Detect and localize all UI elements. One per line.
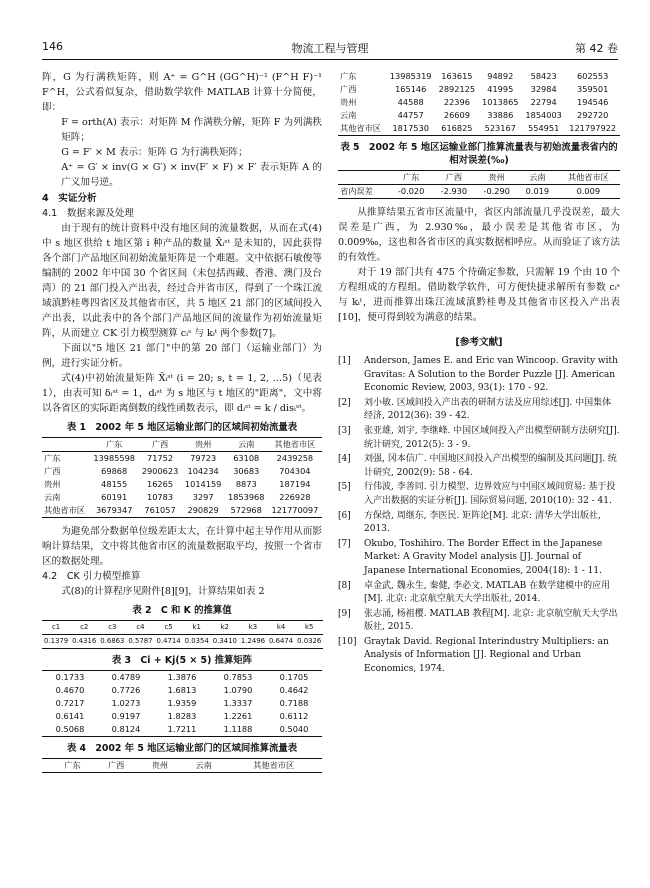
table-cell: 165146 <box>395 84 427 94</box>
table-header-cell: 贵州 <box>475 171 518 185</box>
table-header-cell: 贵州 <box>182 438 225 452</box>
reference-text: Graytak David. Regional Interindustry Multipliers: an Analysis of Information [J]. Regional and Urban Economics, 1974. <box>364 636 609 675</box>
table-cell: 0.7726 <box>111 685 141 695</box>
table-cell: 1.0790 <box>223 685 253 695</box>
table-cell: 13985319 <box>389 71 432 81</box>
reference-number: [2] <box>338 397 351 408</box>
table-cell: 1.9359 <box>167 698 197 708</box>
table-cell: 其他省市区 <box>340 123 381 133</box>
table-cell: 32984 <box>530 84 557 94</box>
table-cell: 290829 <box>187 505 219 515</box>
table-3-caption: 表 3 Ci + Kj(5 × 5) 推算矩阵 <box>111 655 253 666</box>
table-4-header <box>42 758 322 773</box>
reference-text: 刘小敏. 区域间投入产出表的研制方法及应用综述[J]. 中国集体经济, 2012(36): 39 - 42. <box>364 397 612 422</box>
subsection-heading: 4.2 CK 引力模型推算 <box>42 571 141 582</box>
table-cell: 0.6474 <box>269 637 294 645</box>
subsection-heading: 4.1 数据来源及处理 <box>42 208 135 219</box>
reference-number: [8] <box>338 580 351 591</box>
table-cell: 16265 <box>147 479 174 489</box>
reference-text: 刘强, 冈本信广. 中国地区间投入产出模型的编制及其问题[J]. 统计研究, 2002(9): 58 - 64. <box>364 454 617 478</box>
reference-text: 行伟波, 李善同. 引力模型、边界效应与中国区域间贸易: 基于投入产出数据的实证分析[J]. 国际贸易问题, 2010(10): 32 - 41. <box>364 482 616 506</box>
table-cell: 0.7217 <box>55 698 85 708</box>
table-row <box>42 465 322 478</box>
table-cell: 3679347 <box>95 505 133 515</box>
table-cell: 1014159 <box>184 479 222 489</box>
paragraph: 阵，G 为行满秩矩阵，则 A⁺ = G^H (GG^H)⁻¹ (F^H F)⁻¹ F^H，公式看似复杂，借助数学软件 MATLAB 计算十分简便，即： <box>42 72 322 113</box>
reference-text: Okubo, Toshihiro. The Border Effect in the Japanese Market: A Gravity Model analysis [J]. Journal of Japanese International Economies, 2004(18): 1 - 11. <box>364 538 603 576</box>
reference-item <box>338 580 620 607</box>
paragraph: 为避免部分数据单位级差距太大，在计算中起主导作用从而影响计算结果，文中将其他省市区的流量数据取平均，按照一个省市区的数据处理。 <box>42 526 322 567</box>
table-4-caption: 表 4 2002 年 5 地区运输业部门的区域间推算流量表 <box>66 743 298 754</box>
formula-line: F = orth(A) 表示：对矩阵 M 作满秩分解，矩阵 F 为列满秩矩阵； <box>61 117 322 143</box>
reference-number: [3] <box>338 425 351 436</box>
table-header-cell: 其他省市区 <box>226 759 322 773</box>
table-header-cell: 其他省市区 <box>557 171 620 185</box>
table-cell: 79723 <box>190 453 217 463</box>
table-cell: 其他省市区 <box>44 505 85 515</box>
table-header-cell: 云南 <box>518 171 557 185</box>
table-header-cell: k5 <box>295 621 323 635</box>
table-header-cell: c5 <box>155 621 183 635</box>
table-row <box>42 710 322 723</box>
table-cell: 22794 <box>530 97 557 107</box>
table-cell: 1.6813 <box>167 685 197 695</box>
table-cell: 贵州 <box>44 479 61 489</box>
table-cell: 2900623 <box>141 466 179 476</box>
table-cell: -2.930 <box>440 186 468 196</box>
table-cell: 8873 <box>235 479 257 489</box>
table-5-caption: 表 5 2002 年 5 地区运输业部门推算流量表与初始流量表省内的相对误差(‰) <box>340 142 618 166</box>
reference-number: [6] <box>338 510 351 521</box>
table-2 <box>42 620 323 649</box>
table-cell: 0.5068 <box>55 724 85 734</box>
paragraph: 式(4)中初始流量矩阵 X̄ᵢˢᵗ (i = 20; s, t = 1, 2, …5)（见表1），由表可知 δᵢˢᵗ = 1，dᵢˢᵗ 为 s 地区与 t 地区的"距离"，文中将以各省区的实际距离倒数的线性函数表示，即 dᵢˢᵗ = k / disᵢˢᵗ。 <box>42 373 322 414</box>
table-cell: 贵州 <box>340 97 357 107</box>
table-cell: 44588 <box>397 97 424 107</box>
table-cell: 69868 <box>101 466 128 476</box>
table-1 <box>42 437 322 518</box>
reference-text: 方保焓, 周继东, 李医民. 矩阵论[M]. 北京: 清华大学出版社, 2013. <box>364 510 601 535</box>
paragraph: 式(8)的计算程序见附件[8][9]，计算结果如表 2 <box>61 586 265 597</box>
table-cell: 1.0273 <box>111 698 141 708</box>
table-cell: 0.6141 <box>55 711 85 721</box>
table-row <box>42 684 322 697</box>
table-header-cell: c4 <box>126 621 154 635</box>
table-1-caption: 表 1 2002 年 5 地区运输业部门的区域间初始流量表 <box>66 422 298 433</box>
table-cell: 0.009 <box>576 186 601 196</box>
table-cell: 194546 <box>577 97 609 107</box>
table-header-cell: 其他省市区 <box>268 438 322 452</box>
table-header-cell: 云南 <box>182 759 226 773</box>
table-row <box>338 122 620 136</box>
table-header-cell: k3 <box>239 621 267 635</box>
table-cell: 1817530 <box>392 123 429 133</box>
table-cell: 1.3337 <box>223 698 253 708</box>
reference-number: [5] <box>338 482 351 493</box>
formula-line: G = F′ × M 表示：矩阵 G 为行满秩矩阵； <box>61 147 248 158</box>
reference-item <box>338 510 620 537</box>
table-cell: 602553 <box>577 71 609 81</box>
reference-number: [1] <box>338 356 351 366</box>
table-cell: 0.7853 <box>223 672 253 682</box>
table-cell: 1.3876 <box>167 672 197 682</box>
reference-text: 张亚雄, 刘宇, 李继峰. 中国区域间投入产出模型研制方法研究[J]. 统计研究, 2012(5): 3 - 9. <box>364 425 620 450</box>
table-header-cell: c1 <box>42 621 70 635</box>
reference-number: [7] <box>338 538 351 549</box>
table-cell: 48155 <box>101 479 128 489</box>
reference-number: [10] <box>338 636 357 647</box>
table-header-cell: 贵州 <box>138 759 182 773</box>
table-cell: -0.020 <box>397 186 425 196</box>
table-cell: 0.0326 <box>297 637 322 645</box>
right-column <box>338 70 620 678</box>
table-cell: 云南 <box>44 492 61 502</box>
table-2-caption: 表 2 C 和 K 的推算值 <box>132 605 232 616</box>
table-cell: 523167 <box>484 123 516 133</box>
table-cell: 2892125 <box>438 84 476 94</box>
table-header-cell: 云南 <box>225 438 268 452</box>
page-number: 146 <box>42 40 63 53</box>
journal-title: 物流工程与管理 <box>291 42 369 55</box>
table-row <box>42 723 322 737</box>
table-cell: 0.4642 <box>279 685 309 695</box>
table-row <box>338 83 620 96</box>
table-cell: 22396 <box>443 97 470 107</box>
reference-item <box>338 355 620 396</box>
table-cell: 广东 <box>44 453 61 463</box>
table-4-body <box>338 70 620 136</box>
table-cell: 1.1188 <box>223 724 253 734</box>
table-cell: 云南 <box>340 110 357 120</box>
table-header-cell: k1 <box>183 621 211 635</box>
table-cell: 0.1705 <box>279 672 309 682</box>
table-cell: 44757 <box>397 110 424 120</box>
table-cell: 0.9197 <box>111 711 141 721</box>
table-cell: 26609 <box>443 110 470 120</box>
reference-item <box>338 636 620 677</box>
table-cell: 1853968 <box>228 492 265 502</box>
formula-line: A⁺ = G′ × inv(G × G′) × inv(F′ × F) × F′ 表示矩阵 A 的广义加号逆。 <box>61 162 322 188</box>
table-cell: 104234 <box>187 466 219 476</box>
table-cell: 0.5040 <box>279 724 309 734</box>
table-row <box>338 96 620 109</box>
table-row <box>42 504 322 518</box>
table-cell: 572968 <box>230 505 262 515</box>
table-row <box>42 697 322 710</box>
table-cell: 121770097 <box>271 505 319 515</box>
table-cell: 163615 <box>441 71 473 81</box>
table-cell: 省内误差 <box>340 186 373 196</box>
table-header-cell <box>42 438 90 452</box>
header-rule <box>42 59 618 60</box>
table-cell: 58423 <box>530 71 557 81</box>
table-cell: 0.4316 <box>72 637 97 645</box>
table-cell: 292720 <box>577 110 609 120</box>
table-header-cell: 广西 <box>433 171 476 185</box>
table-cell: 616825 <box>441 123 473 133</box>
table-cell: 60191 <box>101 492 128 502</box>
reference-item <box>338 397 620 424</box>
table-cell: 3297 <box>192 492 214 502</box>
paragraph: 由于现有的统计资料中没有地区间的流量数据，从而在式(4)中 s 地区供给 t 地区第 i 种产品的数量 X̄ᵢˢᵗ 是未知的，因此获得各个部门产品地区间初始流量矩阵是一个难题。文中依据石敏俊等编制的 2002 年中国 30 个省区间（未包括西藏、香港、澳门及台湾）的 21 部门投入产出表，经过合并省市区，得到了一个珠江流域滇黔桂粤四省区及其他省市区，共 5 地区 21 部门的区域间投入产出表，以此表中的各个部门产品地区间的流量作为初始流量矩阵，从而建立 CK 引力模型测算 cᵢˢ 与 kᵢᵗ 两个参数[7]。 <box>42 223 322 339</box>
table-cell: -0.290 <box>483 186 510 196</box>
reference-item <box>338 538 620 579</box>
table-cell: 0.019 <box>525 186 550 196</box>
table-cell: 2439258 <box>276 453 314 463</box>
table-row <box>42 671 322 685</box>
table-header-cell: k2 <box>211 621 239 635</box>
volume-label: 第 42 卷 <box>575 42 618 55</box>
table-cell: 0.8124 <box>111 724 141 734</box>
table-cell: 63108 <box>233 453 260 463</box>
paragraph: 从推算结果五省市区流量中，省区内部流量几乎没误差，最大误差是广西，为 2.930‰，最小误差是其他省市区，为 0.009‰，这也和各省市区的真实数据相呼应。从而验证了该方法的有效性。 <box>338 207 620 263</box>
table-header-cell <box>338 171 390 185</box>
table-cell: 554951 <box>528 123 560 133</box>
table-5 <box>338 170 620 199</box>
table-3 <box>42 670 322 737</box>
left-column <box>42 70 322 773</box>
section-heading: 4 实证分析 <box>42 193 97 204</box>
table-cell: 33886 <box>487 110 514 120</box>
table-cell: 121797922 <box>569 123 617 133</box>
table-cell: 226928 <box>279 492 311 502</box>
table-cell: 187194 <box>279 479 311 489</box>
reference-item <box>338 453 620 480</box>
table-cell: 761057 <box>144 505 176 515</box>
reference-text: Anderson, James E. and Eric van Wincoop. Gravity with Gravitas: A Solution to the Border Puzzle [J]. American Economic Review, 2003, 93(1): 170 - 92. <box>364 356 618 394</box>
table-row <box>338 70 620 83</box>
table-cell: 41995 <box>487 84 514 94</box>
reference-text: 卓金武, 魏永生, 秦健, 李必文. MATLAB 在数学建模中的应用[M]. 北京: 北京航空航天大学出版社, 2014. <box>364 580 611 605</box>
running-header <box>42 40 618 56</box>
table-cell: 0.1379 <box>44 637 69 645</box>
table-header-cell: k4 <box>267 621 295 635</box>
table-cell: 广西 <box>44 466 61 476</box>
table-cell: 0.4714 <box>156 637 181 645</box>
table-cell: 1854003 <box>525 110 562 120</box>
table-cell: 0.3410 <box>212 637 237 645</box>
table-cell: 359501 <box>577 84 609 94</box>
table-cell: 1.2496 <box>240 637 265 645</box>
table-cell: 30683 <box>233 466 260 476</box>
table-header-cell: 广西 <box>94 759 138 773</box>
table-row <box>42 452 322 466</box>
table-cell: 0.4789 <box>111 672 141 682</box>
table-cell: 0.6863 <box>100 637 125 645</box>
paragraph: 下面以"5 地区 21 部门"中的第 20 部门（运输业部门）为例，进行实证分析。 <box>42 343 322 369</box>
table-cell: 广东 <box>340 71 357 81</box>
table-cell: 13985598 <box>93 453 136 463</box>
table-cell: 94892 <box>487 71 514 81</box>
table-cell: 1.7211 <box>167 724 197 734</box>
reference-item <box>338 608 620 635</box>
table-cell: 1013865 <box>482 97 519 107</box>
table-header-cell: 广西 <box>139 438 182 452</box>
reference-item <box>338 425 620 452</box>
table-cell: 0.1733 <box>55 672 85 682</box>
reference-number: [9] <box>338 608 351 619</box>
table-cell: 0.6112 <box>279 711 309 721</box>
table-header-cell <box>42 759 51 773</box>
table-row <box>42 478 322 491</box>
table-cell: 0.0354 <box>184 637 209 645</box>
reference-item <box>338 481 620 508</box>
table-cell: 0.7188 <box>279 698 309 708</box>
table-cell: 1.8283 <box>167 711 197 721</box>
table-row <box>338 109 620 122</box>
table-row <box>42 491 322 504</box>
table-cell: 71752 <box>147 453 174 463</box>
reference-list <box>338 355 620 677</box>
paragraph: 对于 19 部门共有 475 个待确定参数，只需解 19 个由 10 个方程组成的方程组。借助数学软件，可方便快捷求解所有参数 cᵢˢ 与 kᵢᵗ，进而推算出珠江流域滇黔桂粤及其他省市区投入产出表[10]，便可得到较为满意的结果。 <box>338 267 620 323</box>
references-heading: [参考文献] <box>455 337 503 348</box>
table-header-cell: c3 <box>98 621 126 635</box>
table-header-cell: 广东 <box>51 759 95 773</box>
reference-number: [4] <box>338 454 351 465</box>
reference-text: 张志涌, 杨祖樱. MATLAB 教程[M]. 北京: 北京航空航天大学出版社, 2015. <box>364 608 618 633</box>
table-header-cell: c2 <box>70 621 98 635</box>
table-cell: 广西 <box>340 84 357 94</box>
table-cell: 10783 <box>147 492 174 502</box>
table-header-cell: 广东 <box>90 438 139 452</box>
table-cell: 0.5787 <box>128 637 153 645</box>
table-cell: 1.2261 <box>223 711 253 721</box>
table-cell: 704304 <box>279 466 311 476</box>
table-header-cell: 广东 <box>390 171 433 185</box>
table-cell: 0.4670 <box>55 685 85 695</box>
